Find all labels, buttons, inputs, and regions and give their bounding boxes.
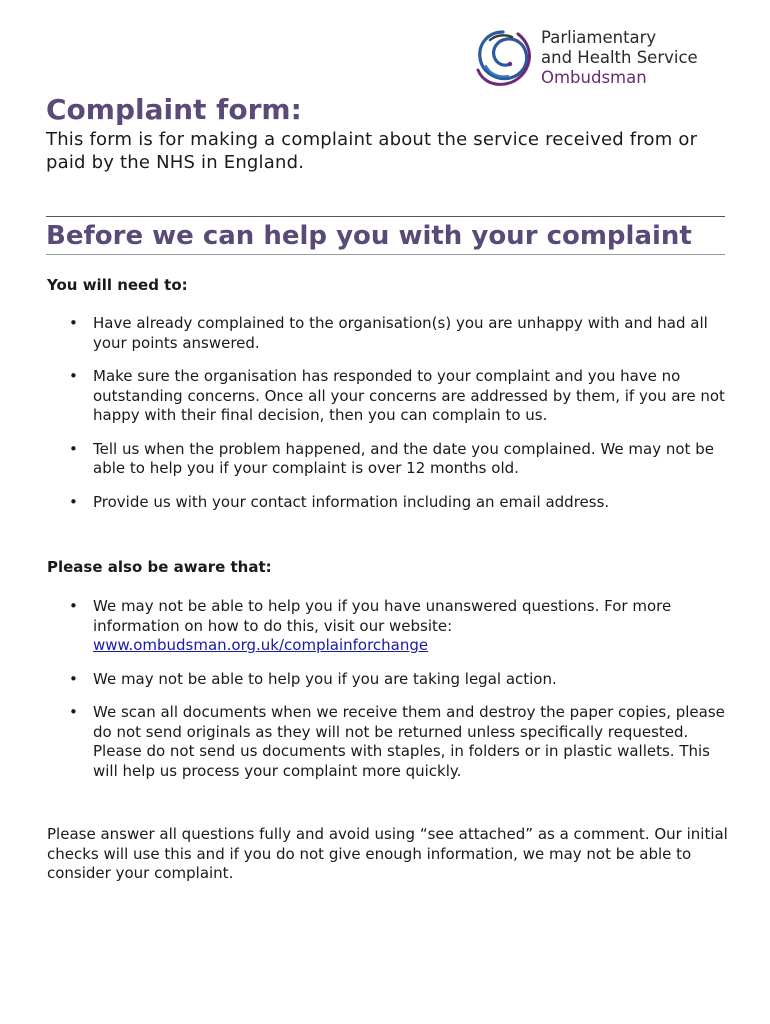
form-subtitle: This form is for making a complaint about the service received from or paid by the NHS in England.	[46, 129, 698, 173]
bullet-icon: •	[69, 597, 78, 615]
section-heading: Before we can help you with your complaint	[46, 221, 692, 251]
need-item	[47, 493, 727, 513]
logo-line-3: Ombudsman	[541, 68, 647, 87]
ombudsman-logo	[472, 26, 722, 92]
aware-item-text: We may not be able to help you if you are taking legal action.	[93, 669, 557, 688]
bullet-icon: •	[69, 492, 78, 511]
bullet-icon: •	[69, 314, 78, 332]
bullet-icon: •	[69, 703, 78, 721]
aware-list	[47, 597, 727, 781]
form-title: Complaint form:	[46, 93, 302, 126]
need-item	[47, 440, 727, 479]
aware-item-text: We scan all documents when we receive them and destroy the paper copies, please do not send originals as they will not be returned unless specifically requested. Please do not send us documents with staples, in folders or in plastic wallets. This will help us process your complaint more quickly.	[93, 703, 725, 780]
need-item-text: Tell us when the problem happened, and the date you complained. We may not be able to help you if your complaint is over 12 months old.	[93, 439, 714, 477]
logo-line-2: and Health Service	[541, 48, 698, 67]
heading-top-rule	[46, 216, 725, 217]
aware-item	[47, 597, 727, 656]
need-item-text: Have already complained to the organisation(s) you are unhappy with and had all your points answered.	[93, 314, 708, 352]
heading-bottom-rule	[46, 254, 725, 255]
aware-item	[47, 703, 727, 781]
bullet-icon: •	[69, 669, 78, 688]
swirl-logo-icon	[472, 26, 534, 88]
need-item	[47, 314, 727, 353]
need-item	[47, 367, 727, 426]
complain-for-change-link[interactable]: www.ombudsman.org.uk/complainforchange	[93, 636, 429, 654]
bullet-icon: •	[69, 367, 78, 385]
closing-paragraph: Please answer all questions fully and avoid using “see attached” as a comment. Our initial checks will use this and if you do not give enough information, we may not be able to consider your complaint.	[47, 825, 728, 882]
logo-line-1: Parliamentary	[541, 28, 657, 47]
bullet-icon: •	[69, 439, 78, 458]
need-item-text: Provide us with your contact information including an email address.	[93, 492, 610, 511]
need-label: You will need to:	[47, 276, 188, 294]
logo-wordmark	[541, 28, 698, 88]
need-list	[47, 314, 727, 512]
aware-label: Please also be aware that:	[47, 558, 272, 576]
need-item-text: Make sure the organisation has responded to your complaint and you have no outstanding concerns. Once all your concerns are addressed by them, if you are not happy with their final decision, then you can complain to us.	[93, 367, 725, 424]
aware-item-text: We may not be able to help you if you have unanswered questions. For more information on how to do this, visit our website:	[93, 597, 672, 635]
aware-item	[47, 670, 727, 690]
